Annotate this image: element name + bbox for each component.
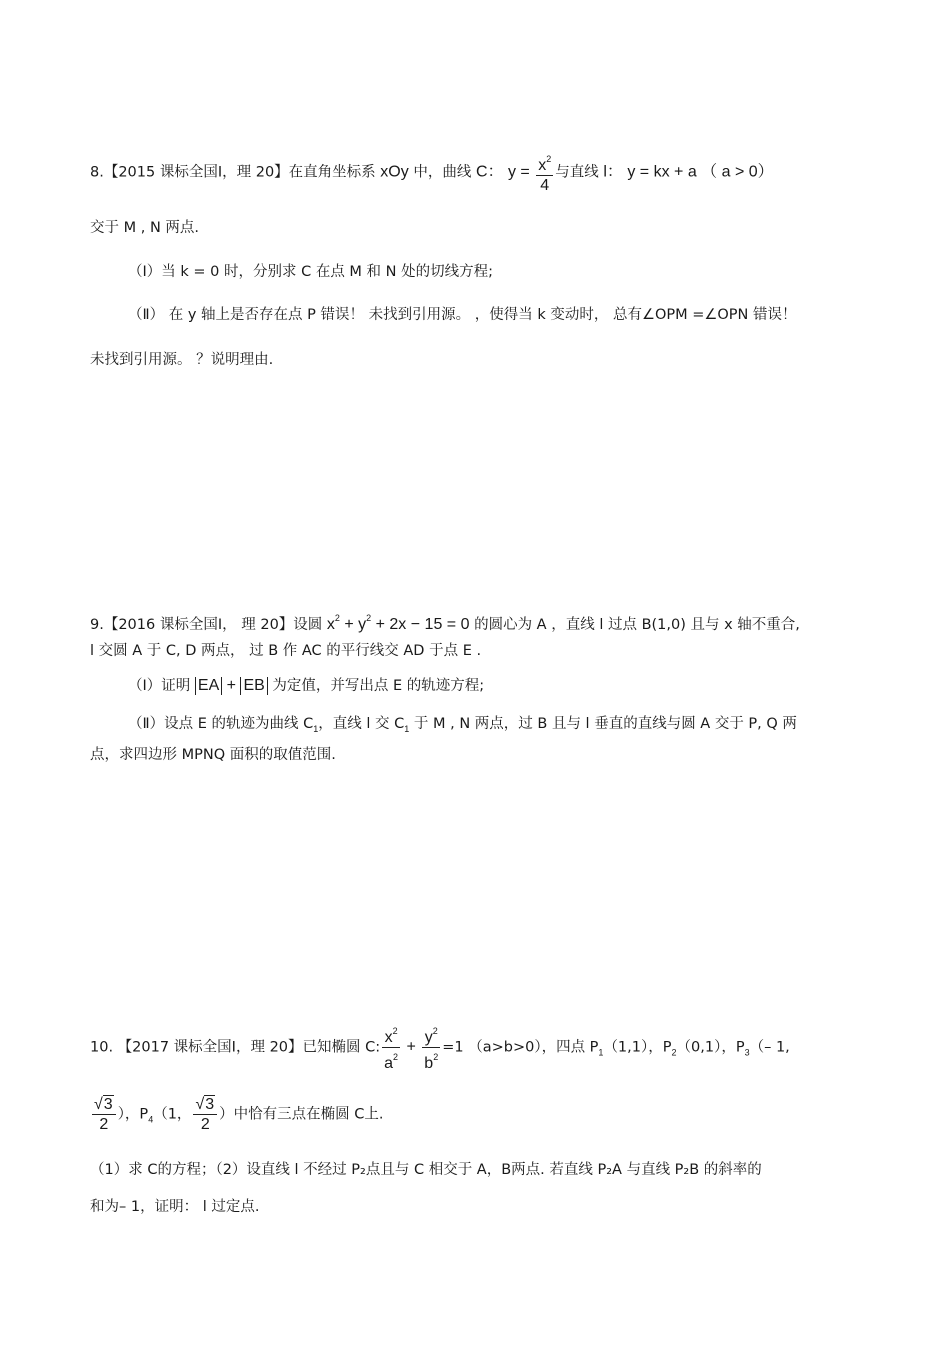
problem-10-line-4: 和为– 1，证明： l 过定点. (90, 1199, 260, 1215)
equation-lhs: ： y = (487, 163, 535, 181)
text: 的圆心为 A ，直线 l 过点 B(1,0) 且与 x 轴不重合, (469, 617, 800, 633)
problem-9-line-2: l 交圆 A 于 C, D 两点， 过 B 作 AC 的平行线交 AD 于点 E . (90, 643, 482, 659)
problem-10-line-2: $\frac{√3}{2}$ ），$P_4(1$， $\frac{√3}{2}$ ）中恰有三点在椭圆 C上. (94, 1096, 384, 1133)
curve-c: C (475, 163, 488, 181)
circle-equation: $x^2 + y^2 + 2x - 15 = 0$ (326, 613, 470, 633)
problem-8-line-5: 未找到引用源。 ？说明理由. (90, 352, 274, 368)
problem-8-line-1 (90, 150, 774, 195)
line-equation: ： y = kx + a (606, 163, 697, 181)
fraction-sqrt3-over-2: $\frac{√3}{2}$ (193, 1095, 217, 1134)
problem-9-line-5: 点，求四边形 MPNQ 面积的取值范围. (90, 747, 336, 763)
problem-10-line-3: （1）求 C的方程；（2）设直线 l 不经过 P₂点且与 C 相交于 A，B两点. 若直线 P₂A 与直线 P₂B 的斜率的 (90, 1162, 762, 1178)
fraction-denominator: 4 (540, 177, 550, 194)
problem-9-line-1 (90, 608, 800, 635)
problem-9-part-2: （Ⅱ）设点 E 的轨迹为曲线 $C_1$，直线 l 交 $C_1$ 于 M , N 两点，过 B 且与 l 垂直的直线与圆 A 交于 P, Q 两 (128, 716, 797, 734)
problem-8-part-1: （Ⅰ）当 k = 0 时，分别求 C 在点 M 和 N 处的切线方程; (128, 264, 494, 280)
text: 中，曲线 (408, 164, 476, 181)
text: 与直线 (555, 164, 604, 181)
abs-eb: EB (240, 677, 267, 695)
fraction-x2-over-4 (536, 150, 553, 195)
fraction-x2-over-a2: $\frac{x^2}{a^2}$ (382, 1022, 400, 1073)
line-l: l (603, 163, 607, 181)
fraction-numerator: $x^2$ (536, 150, 553, 176)
xoy-symbol: xOy (380, 163, 409, 181)
problem-9-prefix: 9.【2016 课标全国Ⅰ， 理 20】设圆 (90, 617, 327, 633)
problem-8-line-2: 交于 M , N 两点. (90, 220, 200, 236)
problem-9-part-1: （Ⅰ）证明 EA + EB 为定值，并写出点 E 的轨迹方程; (128, 677, 485, 694)
fraction-sqrt3-over-2: $\frac{√3}{2}$ (92, 1095, 116, 1134)
condition: （ a > 0） (696, 163, 774, 181)
problem-10-line-1: 10. 【2017 课标全国Ⅰ，理 20】已知椭圆 C: $\frac{x^2}{a^2}$ + $\frac{y^2}{b^2}$ =1 （a>b>0），四点 $P_1(1,1)$，$P_2(0,1)$，$P_3(-$ 1, (90, 1022, 790, 1073)
problem-8-prefix: 8.【2015 课标全国Ⅰ，理 20】在直角坐标系 (90, 164, 381, 181)
fraction-y2-over-b2: $\frac{y^2}{b^2}$ (422, 1022, 440, 1073)
abs-ea: EA (195, 677, 222, 695)
problem-8-part-2: （Ⅱ） 在 y 轴上是否存在点 P 错误！ 未找到引用源。 ，使得当 k 变动时， 总有∠OPM =∠OPN 错误！ (128, 307, 797, 323)
